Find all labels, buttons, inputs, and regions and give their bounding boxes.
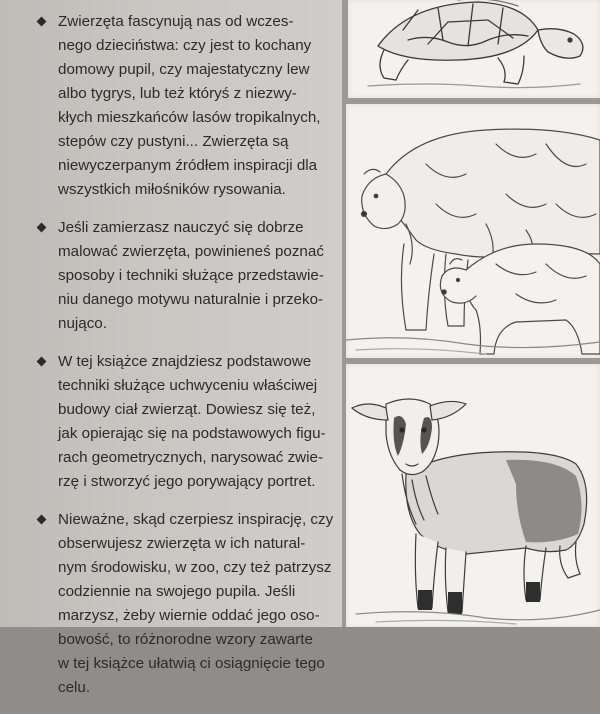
text-line: bowość, to różnorodne wzory zawarte	[58, 631, 313, 648]
text-line: Nieważne, skąd czerpiesz inspirację, czy	[58, 511, 334, 528]
text-line: codziennie na swojego pupila. Jeśli	[58, 583, 296, 600]
text-line: rzę i stworzyć jego porywający portret.	[58, 473, 316, 490]
paragraph-1	[36, 10, 336, 202]
text-line: wszystkich miłośników rysowania.	[58, 181, 286, 198]
text-line: niewyczerpanym źródłem inspiracji dla	[58, 157, 318, 174]
text-line: nego dzieciństwa: czy jest to kochany	[58, 37, 312, 54]
text-line: niu danego motywu naturalnie i przeko-	[58, 291, 324, 308]
text-line: obserwujesz zwierzęta w ich natural-	[58, 535, 306, 552]
text-line: jak opierając się na podstawowych figu-	[58, 425, 326, 442]
paragraph-text	[58, 10, 336, 202]
paragraph-3	[36, 350, 336, 494]
diamond-bullet-icon	[37, 17, 47, 27]
text-line: stepów czy pustyni... Zwierzęta są	[58, 133, 289, 150]
paragraph-4	[36, 508, 336, 700]
illustration-panel	[342, 0, 600, 627]
goat-kid-illustration	[346, 364, 600, 627]
text-line: nująco.	[58, 315, 107, 332]
tortoise-sketch-icon	[348, 0, 600, 98]
text-line: nym środowisku, w zoo, czy też patrzysz	[58, 559, 332, 576]
text-line: domowy pupil, czy majestatyczny lew	[58, 61, 310, 78]
diamond-bullet-icon	[37, 357, 47, 367]
text-line: W tej książce znajdziesz podstawowe	[58, 353, 312, 370]
text-line: Jeśli zamierzasz nauczyć się dobrze	[58, 219, 304, 236]
goat-kid-sketch-icon	[346, 364, 600, 627]
paragraph-text	[58, 350, 336, 494]
tortoise-illustration	[348, 0, 600, 98]
text-line: marzysz, żeby wiernie oddać jego oso-	[58, 607, 320, 624]
paragraph-text	[58, 216, 336, 336]
paragraph-text	[58, 508, 336, 700]
polar-bears-illustration	[346, 104, 600, 358]
text-line: rach geometrycznych, narysować zwie-	[58, 449, 324, 466]
text-line: budowy ciał zwierząt. Dowiesz się też,	[58, 401, 316, 418]
text-line: malować zwierzęta, powinieneś poznać	[58, 243, 324, 260]
diamond-bullet-icon	[37, 515, 47, 525]
text-line: albo tygrys, lub też któryś z niezwy-	[58, 85, 297, 102]
diamond-bullet-icon	[37, 223, 47, 233]
text-line: sposoby i techniki służące przedstawie-	[58, 267, 324, 284]
polar-bears-sketch-icon	[346, 104, 600, 358]
paragraph-2	[36, 216, 336, 336]
text-line: Zwierzęta fascynują nas od wczes-	[58, 13, 294, 30]
text-line: celu.	[58, 679, 91, 696]
text-line: w tej książce ułatwią ci osiągnięcie tego	[58, 655, 325, 672]
text-line: techniki służące uchwyceniu właściwej	[58, 377, 318, 394]
text-line: kłych mieszkańców lasów tropikalnych,	[58, 109, 321, 126]
text-column	[36, 10, 336, 714]
